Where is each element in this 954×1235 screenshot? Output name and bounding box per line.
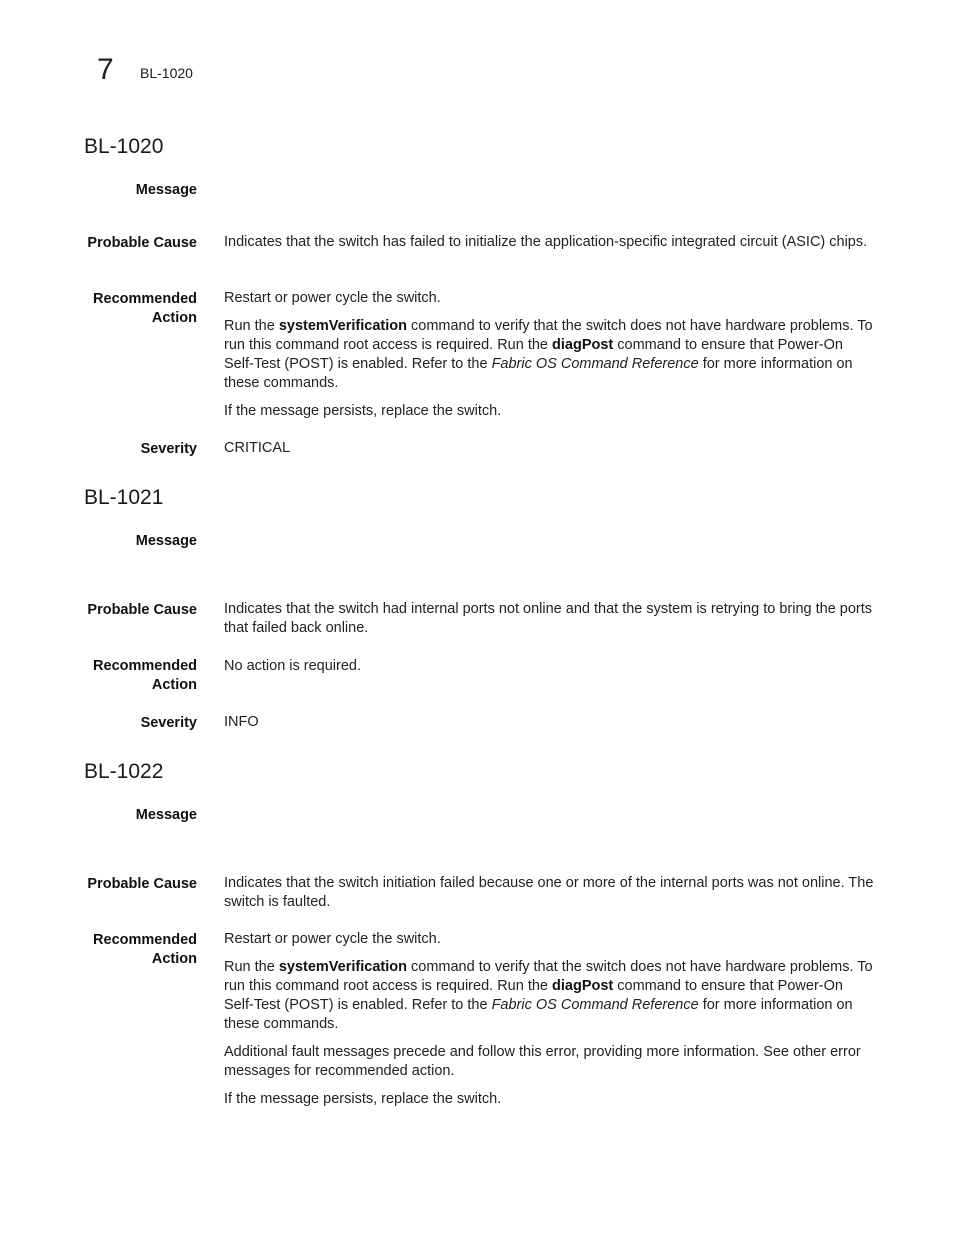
action-paragraph: If the message persists, replace the switch. bbox=[224, 1091, 502, 1107]
recommended-action-text bbox=[224, 289, 874, 421]
message-label: Message bbox=[135, 807, 197, 823]
probable-cause-label: Probable Cause bbox=[87, 602, 197, 618]
entry-title: BL-1020 bbox=[84, 135, 164, 158]
severity-label: Severity bbox=[140, 441, 197, 457]
probable-cause-text: Indicates that the switch initiation failed because one or more of the internal ports was not online. The switch is faulted. bbox=[224, 875, 874, 910]
probable-cause-label: Probable Cause bbox=[87, 876, 197, 892]
command-name: diagPost bbox=[552, 978, 614, 994]
recommended-action-text: No action is required. bbox=[224, 658, 362, 674]
chapter-number: 7 bbox=[97, 53, 114, 86]
recommended-action-label bbox=[57, 657, 197, 695]
action-paragraph-commands: Run the systemVerification command to verify that the switch does not have hardware problems. To run this command root access is required. Run the diagPost command to ensure that Power-On Self-Test (POST) is enabled. Refer to the Fabric OS Command Reference for more information on these commands. bbox=[224, 959, 873, 1032]
recommended-label-line2: Action bbox=[151, 677, 197, 693]
action-paragraph: If the message persists, replace the switch. bbox=[224, 403, 502, 419]
severity-value: INFO bbox=[224, 714, 259, 730]
recommended-label-line1: Recommended bbox=[93, 291, 197, 307]
probable-cause-text: Indicates that the switch had internal ports not online and that the system is retrying to bring the ports that failed back online. bbox=[224, 601, 873, 636]
reference-title: Fabric OS Command Reference bbox=[491, 997, 699, 1013]
severity-label: Severity bbox=[140, 715, 197, 731]
running-title: BL-1020 bbox=[140, 65, 193, 81]
message-label: Message bbox=[135, 182, 197, 198]
probable-cause-text: Indicates that the switch has failed to initialize the application-specific integrated circuit (ASIC) chips. bbox=[224, 234, 868, 250]
action-paragraph: Restart or power cycle the switch. bbox=[224, 931, 441, 947]
action-paragraph: Additional fault messages precede and follow this error, providing more information. See other error messages for recommended action. bbox=[224, 1044, 861, 1079]
recommended-action-text bbox=[224, 930, 874, 1109]
recommended-label-line2: Action bbox=[151, 951, 197, 967]
action-paragraph-commands: Run the systemVerification command to verify that the switch does not have hardware problems. To run this command root access is required. Run the diagPost command to ensure that Power-On Self-Test (POST) is enabled. Refer to the Fabric OS Command Reference for more information on these commands. bbox=[224, 318, 873, 391]
entry-title: BL-1022 bbox=[84, 760, 164, 783]
recommended-label-line1: Recommended bbox=[93, 658, 197, 674]
entry-title: BL-1021 bbox=[84, 486, 164, 509]
recommended-label-line2: Action bbox=[151, 310, 197, 326]
command-name: systemVerification bbox=[278, 959, 407, 975]
action-paragraph: Restart or power cycle the switch. bbox=[224, 290, 441, 306]
recommended-action-label bbox=[57, 931, 197, 969]
command-name: diagPost bbox=[552, 337, 614, 353]
severity-value: CRITICAL bbox=[224, 440, 291, 456]
probable-cause-label: Probable Cause bbox=[87, 235, 197, 251]
reference-title: Fabric OS Command Reference bbox=[491, 356, 699, 372]
message-label: Message bbox=[135, 533, 197, 549]
recommended-label-line1: Recommended bbox=[93, 932, 197, 948]
command-name: systemVerification bbox=[278, 318, 407, 334]
recommended-action-label bbox=[57, 290, 197, 328]
